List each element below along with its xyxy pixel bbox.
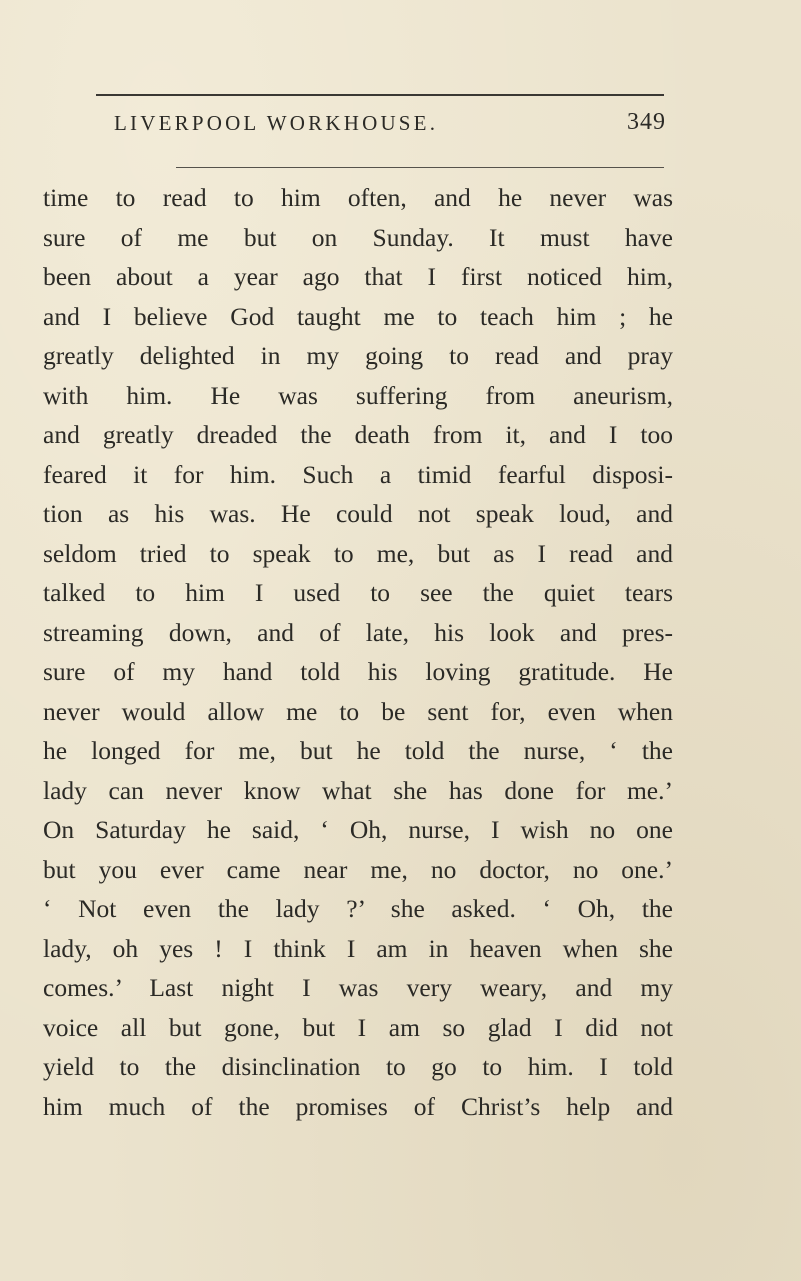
text-line: streaming down, and of late, his look and pres- xyxy=(43,617,673,647)
text-line: talked to him I used to see the quiet tears xyxy=(43,578,673,607)
text-line: and greatly dreaded the death from it, and I too xyxy=(43,420,673,449)
text-line: ‘ Not even the lady ?’ she asked. ‘ Oh, the xyxy=(43,894,673,923)
body-text xyxy=(43,178,673,1126)
text-line: sure of me but on Sunday. It must have xyxy=(43,222,673,252)
text-line: feared it for him. Such a timid fearful disposi- xyxy=(43,459,673,489)
text-line: On Saturday he said, ‘ Oh, nurse, I wish no one xyxy=(43,815,673,844)
text-line: sure of my hand told his loving gratitude. He xyxy=(43,657,673,686)
text-line: he longed for me, but he told the nurse, ‘ the xyxy=(43,736,673,765)
text-line: never would allow me to be sent for, even when xyxy=(43,696,673,726)
running-title: LIVERPOOL WORKHOUSE. xyxy=(114,111,439,135)
text-line: greatly delighted in my going to read and pray xyxy=(43,341,673,370)
text-line: comes.’ Last night I was very weary, and my xyxy=(43,973,673,1002)
text-line: been about a year ago that I first noticed him, xyxy=(43,262,673,291)
text-line: lady can never know what she has done for me.’ xyxy=(43,775,673,805)
text-line: but you ever came near me, no doctor, no one.’ xyxy=(43,854,673,884)
text-line: him much of the promises of Christ’s help and xyxy=(43,1091,673,1121)
header-rule xyxy=(176,167,664,168)
text-line: time to read to him often, and he never was xyxy=(43,183,673,212)
page-number: 349 xyxy=(627,109,666,135)
text-line: seldom tried to speak to me, but as I read and xyxy=(43,538,673,568)
running-head xyxy=(96,111,666,145)
top-rule xyxy=(96,94,664,96)
text-line: tion as his was. He could not speak loud, and xyxy=(43,499,673,528)
text-line: and I believe God taught me to teach him ; he xyxy=(43,301,673,331)
text-line: with him. He was suffering from aneurism, xyxy=(43,380,673,410)
text-line: yield to the disinclination to go to him. I told xyxy=(43,1052,673,1081)
text-line: lady, oh yes ! I think I am in heaven when she xyxy=(43,933,673,963)
text-line: voice all but gone, but I am so glad I did not xyxy=(43,1012,673,1042)
